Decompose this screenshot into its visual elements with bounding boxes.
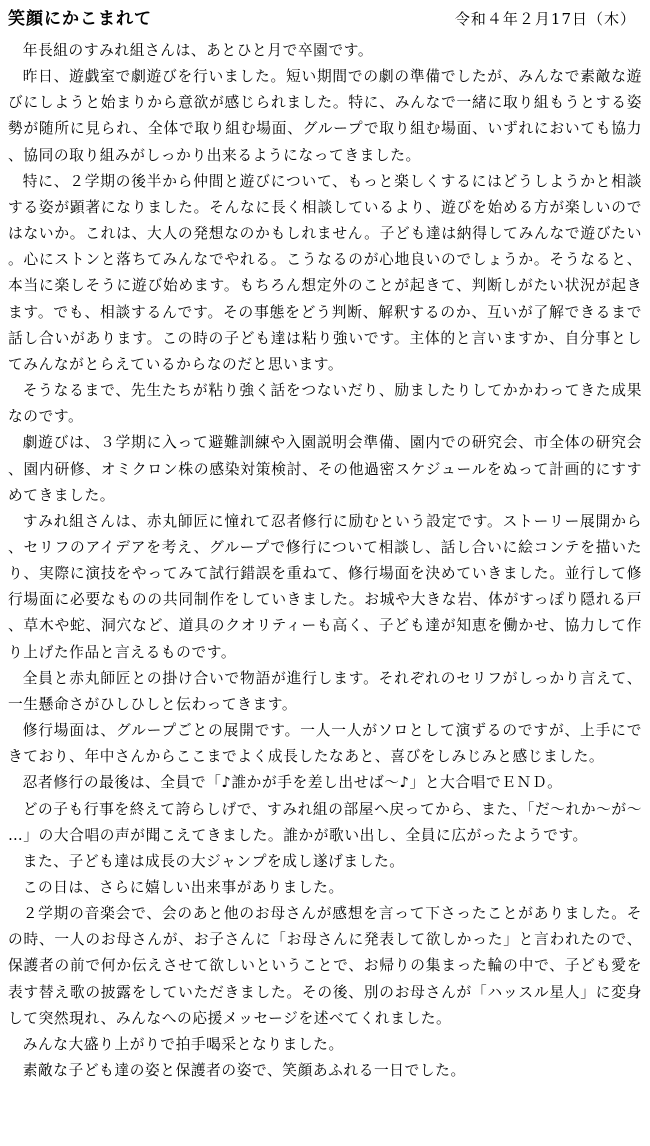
paragraph: 特に、２学期の後半から仲間と遊びについて、もっと楽しくするにはどうしようかと相談する姿が顕著になりました。そんなに長く相談しているより、遊びを始める方が楽しいのではないか。これは、大人の発想なのかもしれません。子ども達は納得してみんなで遊びたい。心にストンと落ちてみんなでやれる。こうなるのが心地良いのでしょうか。そうなると、本当に楽しそうに遊び始めます。もちろん想定外のことが起きて、判断しがたい状況が起きます。でも、相談するんです。その事態をどう判断、解釈するのか、互いが了解できるまで話し合いがあります。この時の子ども達は粘り強いです。主体的と言いますか、自分事としてみんながとらえているからなのだと思います。 [8,172,642,373]
paragraph: ２学期の音楽会で、会のあと他のお母さんが感想を言って下さったことがありました。その時、一人のお母さんが、お子さんに「お母さんに発表して欲しかった」と言われたので、保護者の前で何か伝えさせて欲しいということで、お帰りの集まった輪の中で、子ども愛を表す替え歌の披露をしていただきました。その後、別のお母さんが「ハッスル星人」に変身して突然現れ、みんなへの応援メッセージを述べてくれました。 [8,905,642,1027]
paragraph: 修行場面は、グループごとの展開です。一人一人がソロとして演ずるのですが、上手にできており、年中さんからここまでよく成長したなあと、喜びをしみじみと感じました。 [8,722,642,766]
document-title: 笑顔にかこまれて [8,9,152,29]
paragraph: そうなるまで、先生たちが粘り強く話をつないだり、励ましたりしてかかわってきた成果なのです。 [8,382,642,426]
paragraph: また、子ども達は成長の大ジャンプを成し遂げました。 [22,852,405,870]
paragraph: 素敵な子ども達の姿と保護者の姿で、笑顔あふれる一日でした。 [22,1062,466,1080]
paragraph: どの子も行事を終えて誇らしげで、すみれ組の部屋へ戻ってから、また、「だ～れか～が～…」の大合唱の声が聞こえてきました。誰かが歌い出し、全員に広がったようです。 [8,800,642,844]
paragraph: 昨日、遊戯室で劇遊びを行いました。短い期間での劇の準備でしたが、みんなで素敵な遊びにしようと始まりから意欲が感じられました。特に、みんなで一緒に取り組もうとする姿勢が随所に見られ、全体で取り組む場面、グループで取り組む場面、いずれにおいても協力、協同の取り組みがしっかり出来るようになってきました。 [8,68,642,164]
paragraph: 劇遊びは、３学期に入って避難訓練や入園説明会準備、園内での研究会、市全体の研究会、園内研修、オミクロン株の感染対策検討、その他過密スケジュールをぬって計画的にすすめてきました。 [8,434,642,504]
paragraph: 年長組のすみれ組さんは、あとひと月で卒園です。 [22,42,374,59]
document-body [8,38,642,1084]
document-header [8,4,642,34]
paragraph: すみれ組さんは、赤丸師匠に憧れて忍者修行に励むという設定です。ストーリー展開から、セリフのアイデアを考え、グループで修行について相談し、話し合いに絵コンテを描いたり、実際に演技をやってみて試行錯誤を重ねて、修行場面を決めていきました。並行して修行場面に必要なものの共同制作をしていきました。お城や大きな岩、体がすっぽり隠れる戸、草木や蛇、洞穴など、道具のクオリティーも高く、子ども達が知恵を働かせ、協力して作り上げた作品と言えるものです。 [8,512,642,661]
document-date: 令和４年２月17日（木） [454,10,636,28]
paragraph: 全員と赤丸師匠との掛け合いで物語が進行します。それぞれのセリフがしっかり言えて、一生懸命さがひしひしと伝わってきます。 [8,669,642,713]
paragraph: この日は、さらに嬉しい出来事がありました。 [22,879,344,896]
paragraph: 忍者修行の最後は、全員で「♪誰かが手を差し出せば～♪」と大合唱でＥＮＤ。 [22,774,563,792]
paragraph: みんな大盛り上がりで拍手喝采となりました。 [22,1035,344,1053]
